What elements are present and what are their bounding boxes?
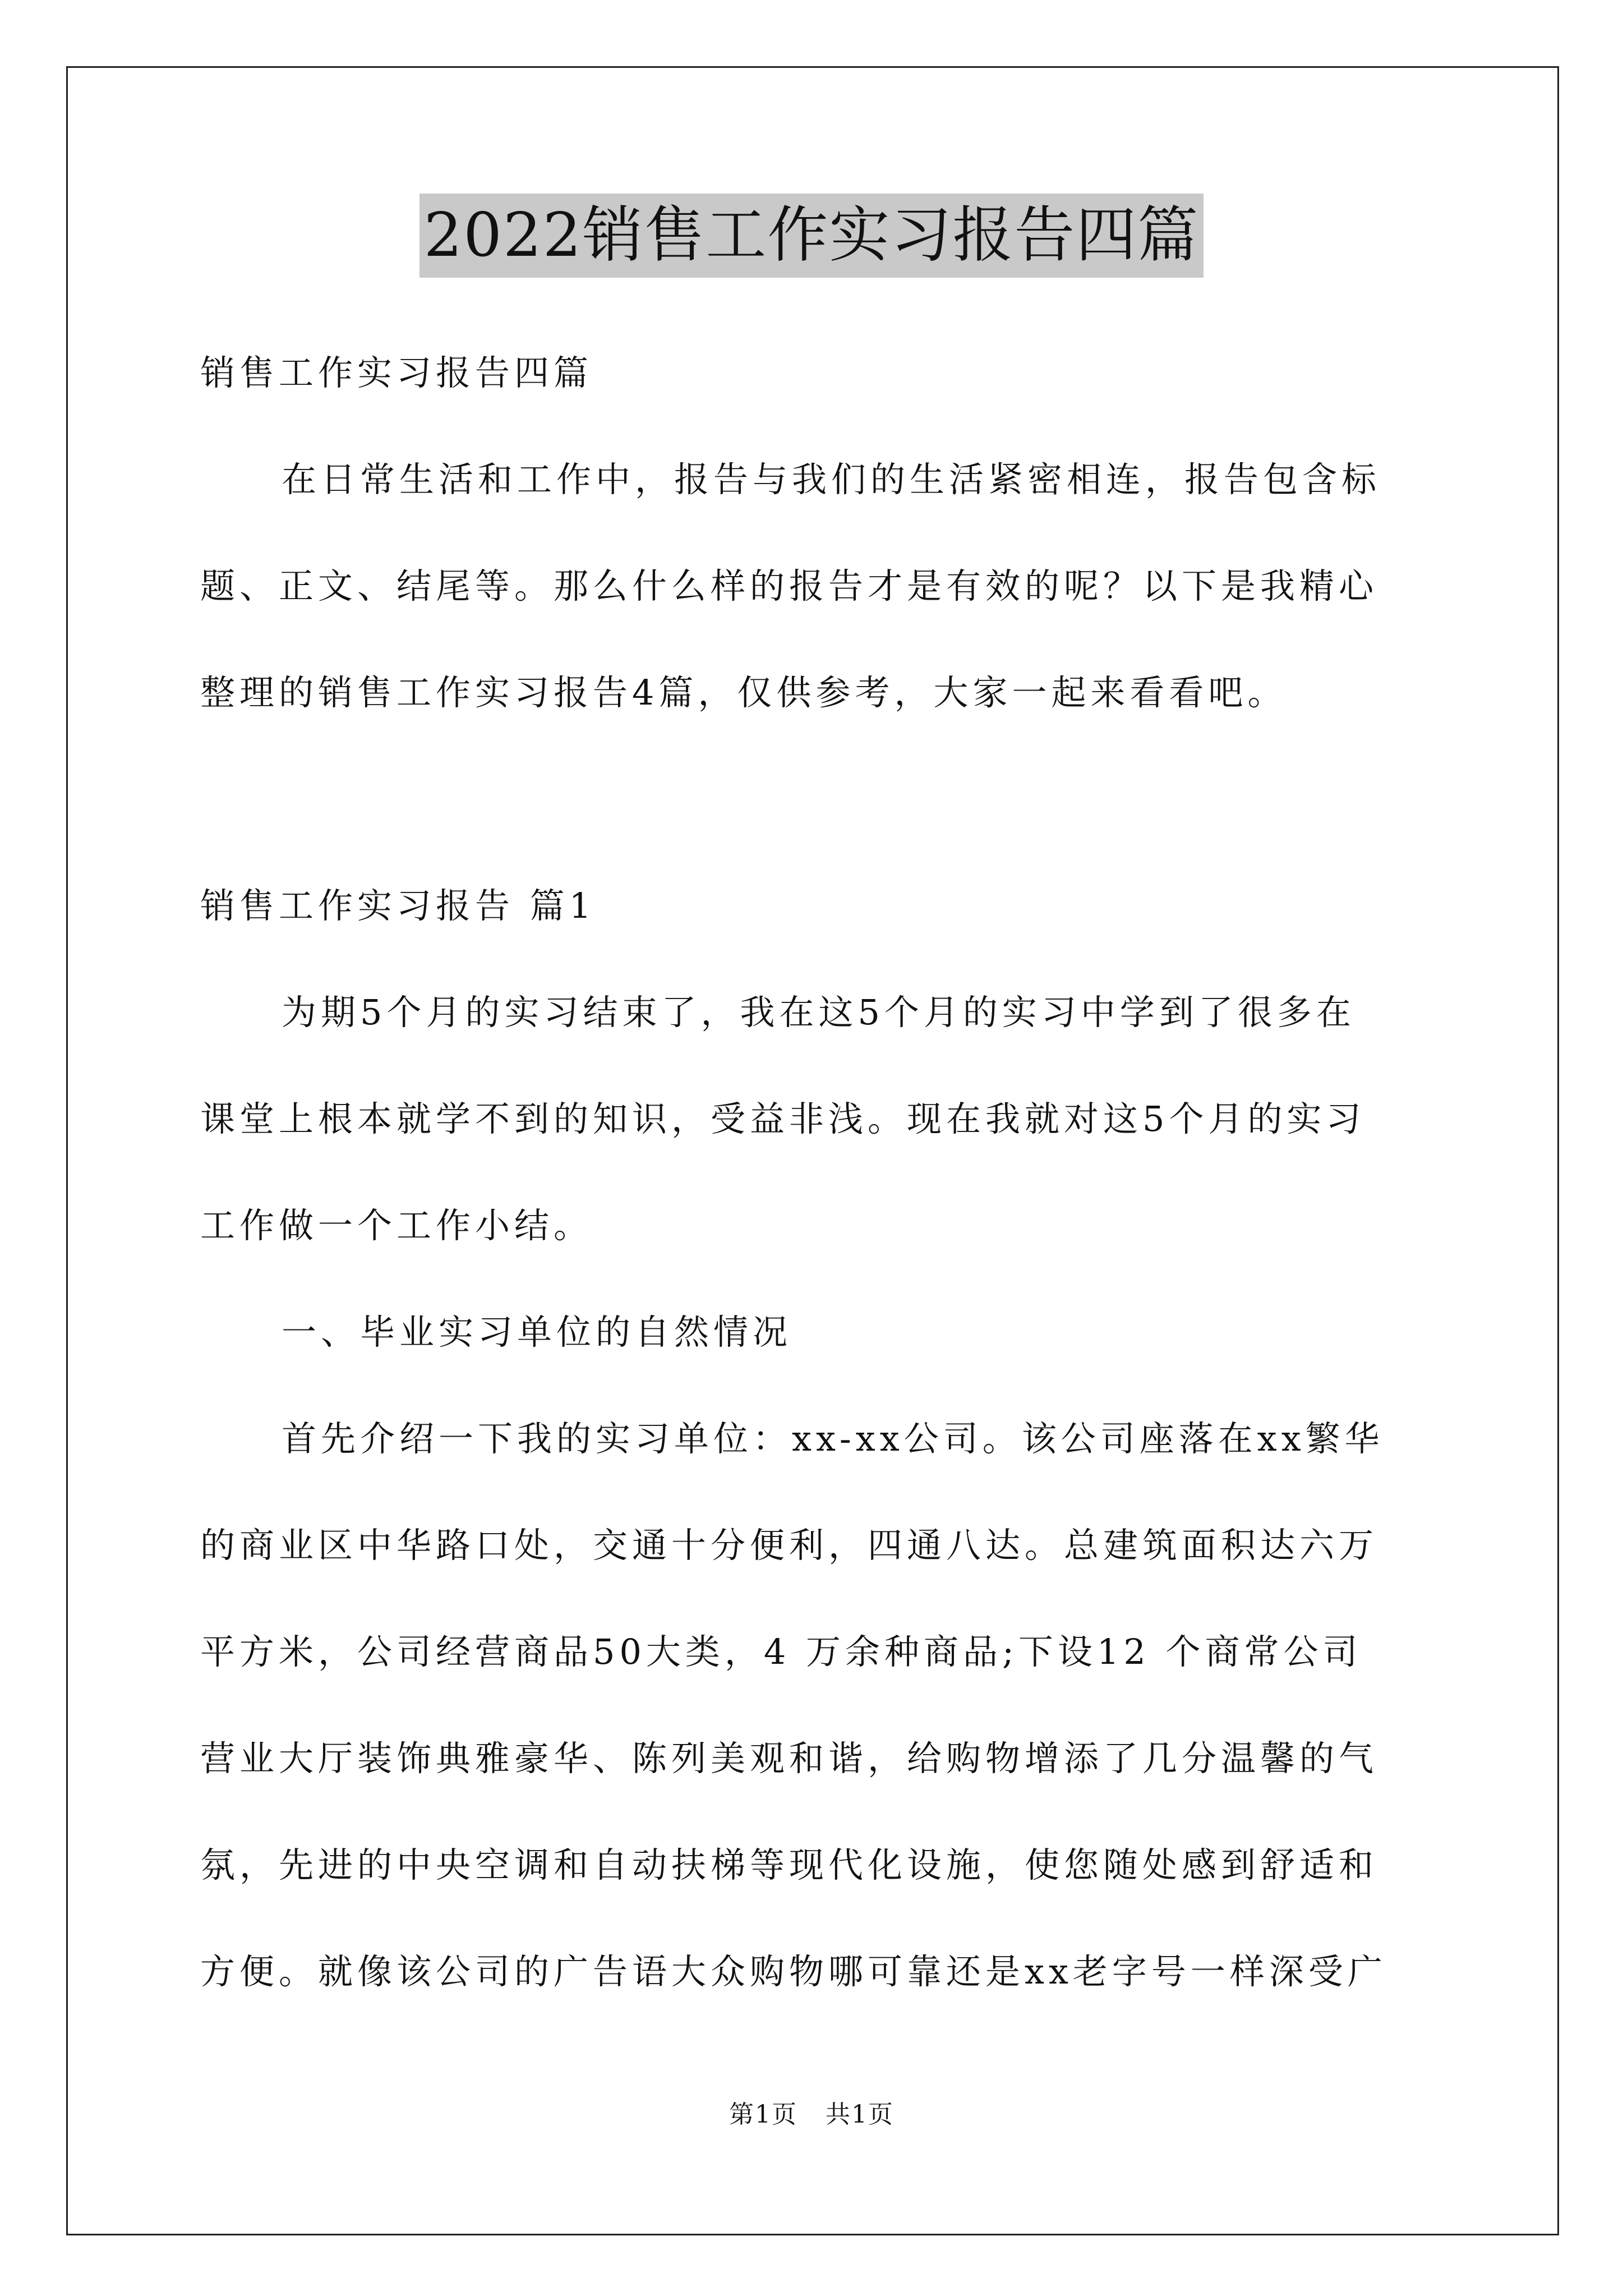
- intro-line-3: 整理的销售工作实习报告4篇，仅供参考，大家一起来看看吧。: [200, 672, 1287, 713]
- sub-heading: 一、毕业实习单位的自然情况: [282, 1312, 792, 1352]
- intro-line-1: 在日常生活和工作中，报告与我们的生活紧密相连，报告包含标: [282, 459, 1381, 500]
- page-footer: [0, 2095, 1623, 2134]
- page-number: 第1页: [729, 2100, 797, 2129]
- title-container: [0, 194, 1623, 278]
- document-subtitle: 销售工作实习报告四篇: [200, 352, 593, 393]
- spacer: [200, 746, 1434, 853]
- intro-line-2: 题、正文、结尾等。那么什么样的报告才是有效的呢？以下是我精心: [200, 565, 1378, 606]
- document-body: [200, 320, 1434, 2025]
- p2-line-1: 首先介绍一下我的实习单位：xx-xx公司。该公司座落在xx繁华: [282, 1418, 1384, 1459]
- section-heading: 销售工作实习报告 篇1: [200, 885, 596, 926]
- page-total: 共1页: [826, 2100, 894, 2129]
- p1-line-3: 工作做一个工作小结。: [200, 1205, 593, 1246]
- p1-line-2: 课堂上根本就学不到的知识，受益非浅。现在我就对这5个月的实习: [200, 1098, 1366, 1139]
- p2-line-4: 营业大厅装饰典雅豪华、陈列美观和谐，给购物增添了几分温馨的气: [200, 1738, 1378, 1779]
- p2-line-2: 的商业区中华路口处，交通十分便利，四通八达。总建筑面积达六万: [200, 1525, 1378, 1566]
- document-title: 2022销售工作实习报告四篇: [419, 194, 1204, 278]
- p2-line-3: 平方米，公司经营商品50大类，4 万余种商品;下设12 个商常公司: [200, 1631, 1362, 1672]
- p2-line-5: 氛，先进的中央空调和自动扶梯等现代化设施，使您随处感到舒适和: [200, 1844, 1378, 1885]
- p1-line-1: 为期5个月的实习结束了，我在这5个月的实习中学到了很多在: [282, 992, 1355, 1033]
- p2-line-6: 方便。就像该公司的广告语大众购物哪可靠还是xx老字号一样深受广: [200, 1951, 1387, 1992]
